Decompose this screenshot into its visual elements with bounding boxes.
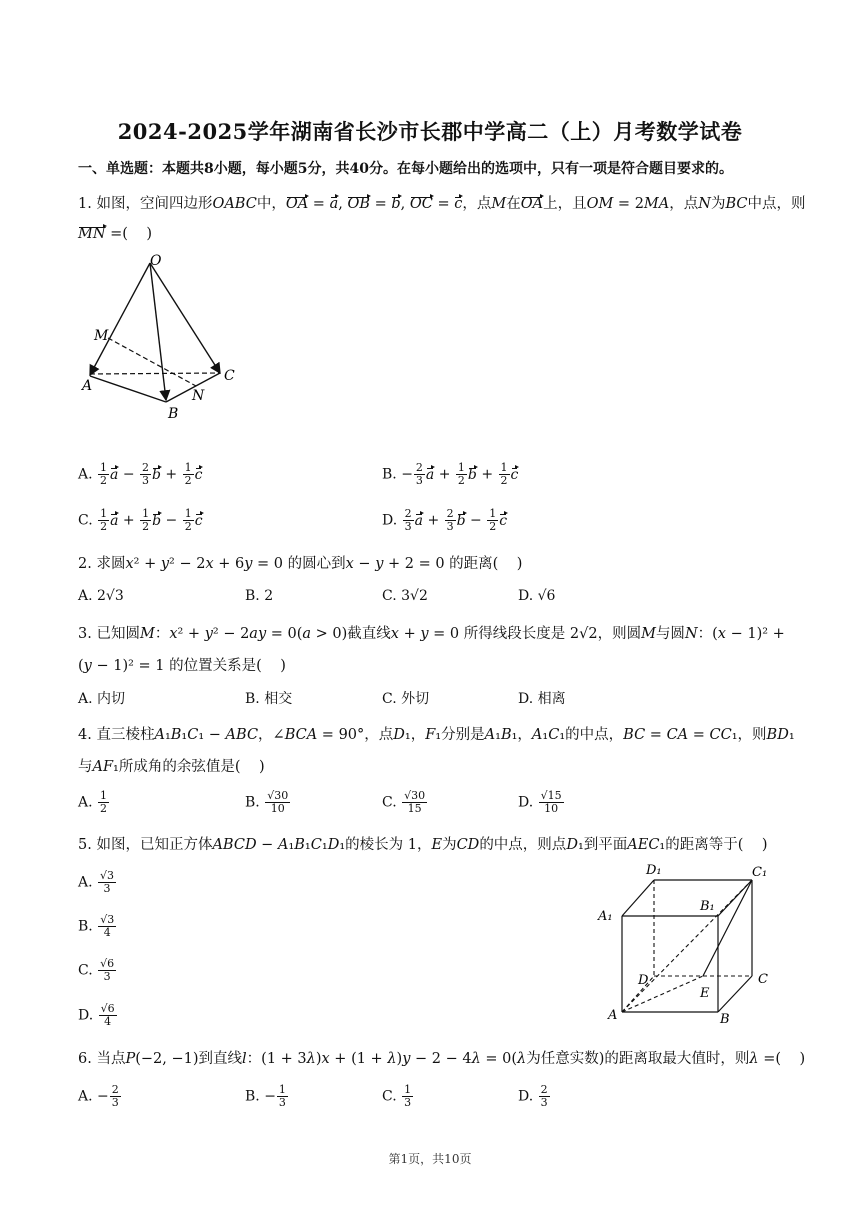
question-1-stem-line2: MN =( ) — [78, 226, 153, 242]
q5-label-D1: D₁ — [646, 863, 662, 878]
q5-label-B1: B₁ — [700, 899, 715, 914]
q3-option-A[interactable]: A. 内切 — [78, 691, 126, 707]
q5-label-B: B — [720, 1012, 730, 1027]
q5-option-C[interactable]: C. $\frac{√6}{3}$ — [78, 957, 115, 983]
q1-option-D[interactable]: D. $\frac{2}{3}$ a + $\frac{2}{3}$ b − $\frac{1}{2}$ c — [382, 507, 508, 533]
q5-option-A[interactable]: A. $\frac{√3}{3}$ — [78, 869, 115, 895]
q3-option-D[interactable]: D. 相离 — [518, 691, 566, 707]
q4-option-C[interactable]: C. $\frac{√30}{15}$ — [382, 789, 426, 815]
question-3-stem: 3. 已知圆M：x² + y² − 2ay = 0(a > 0)截直线x + y = 0 所得线段长度是 2√2，则圆M与圆N：(x − 1)² + — [78, 626, 785, 642]
q1-label-B: B — [168, 406, 179, 422]
q2-option-B[interactable]: B. 2 — [245, 588, 274, 604]
q1-option-C[interactable]: C. $\frac{1}{2}$ a + $\frac{1}{2}$ b − $\frac{1}{2}$ c — [78, 507, 203, 533]
q1-label-N: N — [192, 388, 205, 404]
question-4-stem: 4. 直三棱柱A₁B₁C₁ − ABC，∠BCA = 90°，点D₁，F₁分别是A₁B₁，A₁C₁的中点，BC = CA = CC₁，则BD₁ — [78, 727, 795, 743]
page-title: 2024-2025学年湖南省长沙市长郡中学高二（上）月考数学试卷 — [117, 119, 743, 144]
q6-option-D[interactable]: D. $\frac{2}{3}$ — [518, 1083, 548, 1109]
q5-label-C: C — [758, 972, 768, 987]
q5-label-E: E — [700, 986, 710, 1001]
q1-label-O: O — [150, 253, 162, 269]
q6-option-B[interactable]: B. − $\frac{1}{3}$ — [245, 1083, 286, 1109]
q5-label-A: A — [608, 1008, 618, 1023]
q5-option-B[interactable]: B. $\frac{√3}{4}$ — [78, 913, 115, 939]
q1-option-A[interactable]: A. $\frac{1}{2}$ a − $\frac{2}{3}$ b + $\frac{1}{2}$ c — [78, 461, 203, 487]
q2-option-D[interactable]: D. √6 — [518, 588, 556, 604]
q1-option-B[interactable]: B. − $\frac{2}{3}$ a + $\frac{1}{2}$ b + $\frac{1}{2}$ c — [382, 461, 519, 487]
q3-option-B[interactable]: B. 相交 — [245, 691, 293, 707]
q5-option-D[interactable]: D. $\frac{√6}{4}$ — [78, 1002, 115, 1028]
q4-option-B[interactable]: B. $\frac{√30}{10}$ — [245, 789, 289, 815]
question-1-stem: 1. 如图，空间四边形OABC中，OA = a, OB = b, OC = c，点M在OA上，且OM = 2MA，点N为BC中点，则 — [78, 196, 806, 212]
question-3-stem-line2: (y − 1)² = 1 的位置关系是( ) — [78, 658, 286, 674]
question-6-stem: 6. 当点P(−2, −1)到直线l：(1 + 3λ)x + (1 + λ)y − 2 − 4λ = 0(λ为任意实数)的距离取最大值时，则λ =( ) — [78, 1051, 806, 1067]
q1-label-M: M — [94, 328, 109, 344]
question-5-stem: 5. 如图，已知正方体ABCD − A₁B₁C₁D₁的棱长为 1，E为CD的中点，则点D₁到平面AEC₁的距离等于( ) — [78, 837, 768, 853]
q3-option-C[interactable]: C. 外切 — [382, 691, 430, 707]
q6-option-A[interactable]: A. − $\frac{2}{3}$ — [78, 1083, 119, 1109]
question-2-stem: 2. 求圆x² + y² − 2x + 6y = 0 的圆心到x − y + 2 = 0 的距离( ) — [78, 556, 523, 572]
q2-option-C[interactable]: C. 3√2 — [382, 588, 428, 604]
q4-option-A[interactable]: A. $\frac{1}{2}$ — [78, 789, 108, 815]
page-footer: 第1页，共10页 — [388, 1152, 472, 1166]
q6-option-C[interactable]: C. $\frac{1}{3}$ — [382, 1083, 412, 1109]
q4-option-D[interactable]: D. $\frac{√15}{10}$ — [518, 789, 562, 815]
question-5-figure — [590, 852, 780, 1032]
section-heading: 一、单选题：本题共8小题，每小题5分，共40分。在每小题给出的选项中，只有一项是符合题目要求的。 — [78, 161, 733, 177]
question-4-stem-line2: 与AF₁所成角的余弦值是( ) — [78, 759, 265, 775]
q5-label-C1: C₁ — [752, 865, 768, 880]
q1-label-A: A — [82, 378, 93, 394]
q5-label-D: D — [638, 973, 649, 988]
q1-label-C: C — [224, 368, 235, 384]
q2-option-A[interactable]: A. 2√3 — [78, 588, 124, 604]
q5-label-A1: A₁ — [598, 909, 613, 924]
question-1-figure — [78, 250, 248, 425]
